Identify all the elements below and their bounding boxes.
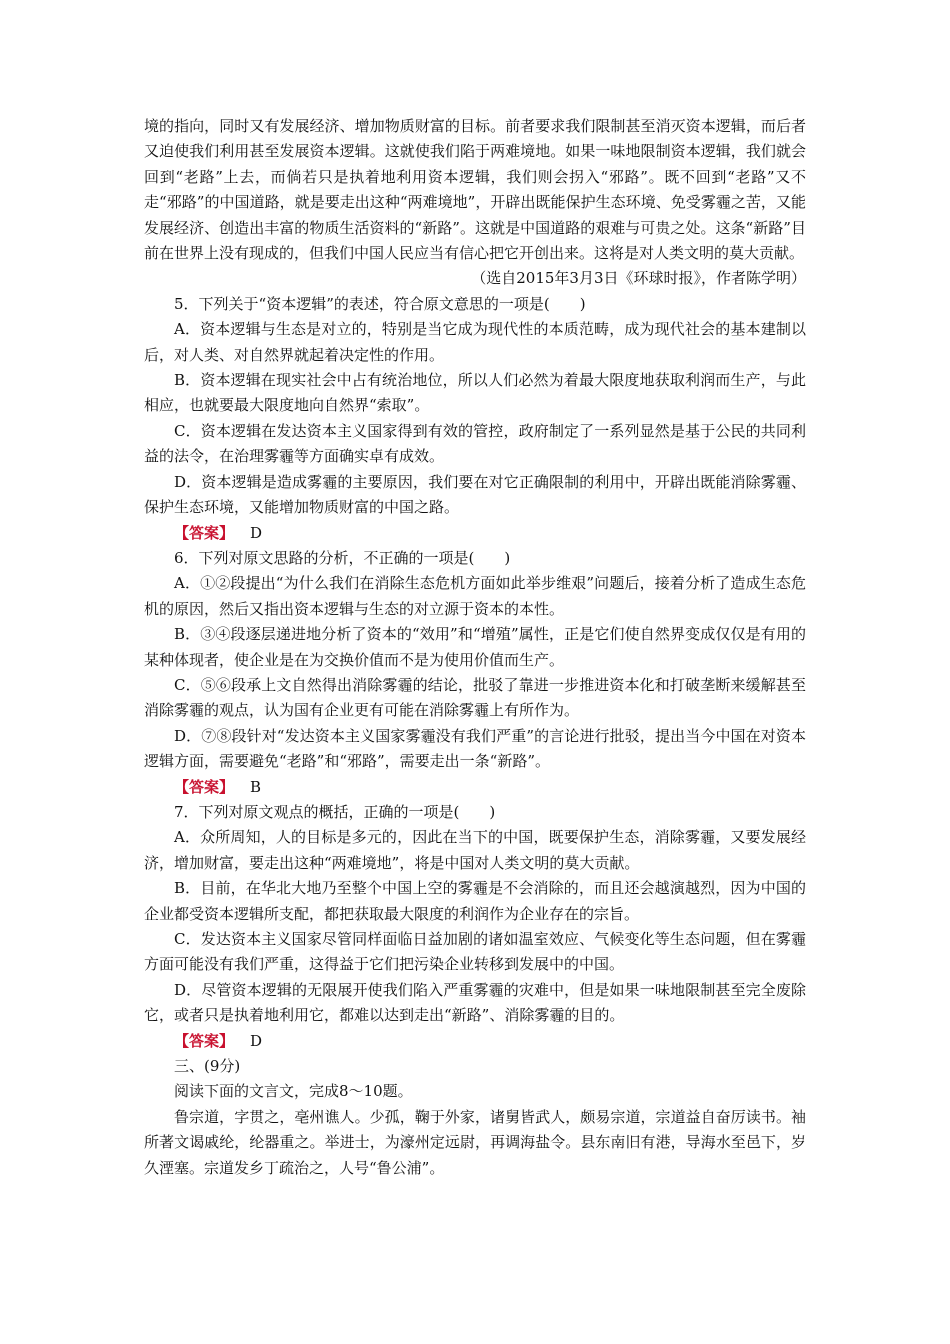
q5-option-a: A．资本逻辑与生态是对立的，特别是当它成为现代性的本质范畴，成为现代社会的基本建制以后，对人类、对自然界就起着决定性的作用。: [144, 320, 806, 364]
q5-option-c: C．资本逻辑在发达资本主义国家得到有效的管控，政府制定了一系列显然是基于公民的共同利益的法令，在治理雾霾等方面确实卓有成效。: [144, 421, 806, 466]
q5-answer: [144, 521, 806, 546]
q6-option-b: B．③④段逐层递进地分析了资本的“效用”和“增殖”属性，正是它们使自然界变成仅仅是有用的某种体现者，使企业是在为交换价值而不是为使用价值而生产。: [144, 625, 806, 669]
q5-answer-value: D: [250, 523, 263, 542]
q6-answer: [144, 775, 806, 800]
q5-option-d: D．资本逻辑是造成雾霾的主要原因，我们要在对它正确限制的利用中，开辟出既能消除雾霾、保护生态环境，又能增加物质财富的中国之路。: [144, 472, 806, 517]
q7-stem: 7．下列对原文观点的概括，正确的一项是( ): [174, 802, 496, 821]
q7-option-b: B．目前，在华北大地乃至整个中国上空的雾霾是不会消除的，而且还会越演越烈，因为中国的企业都受资本逻辑所支配，都把获取最大限度的利润作为企业存在的宗旨。: [144, 879, 806, 923]
answer-tag: 【答案】: [174, 1031, 235, 1050]
q5-option-b: B．资本逻辑在现实社会中占有统治地位，所以人们必然为着最大限度地获取利润而生产，与此相应，也就要最大限度地向自然界“索取”。: [144, 371, 806, 415]
answer-tag: 【答案】: [174, 777, 235, 796]
q7-option-a: A．众所周知，人的目标是多元的，因此在当下的中国，既要保护生态，消除雾霾，又要发展经济，增加财富，要走出这种“两难境地”，将是中国对人类文明的莫大贡献。: [144, 828, 806, 872]
passage-source: （选自2015年3月3日《环球时报》，作者陈学明）: [471, 269, 806, 288]
q6-option-c: C．⑤⑥段承上文自然得出消除雾霾的结论，批驳了靠进一步推进资本化和打破垄断来缓解甚至消除雾霾的观点，认为国有企业更有可能在消除雾霾上有所作为。: [144, 675, 806, 720]
passage-tail: 境的指向，同时又有发展经济、增加物质财富的目标。前者要求我们限制甚至消灭资本逻辑，而后者又迫使我们利用甚至发展资本逻辑。这就使我们陷于两难境地。如果一味地限制资本逻辑，我们就会回到“老路”上去，而倘若只是执着地利用资本逻辑，我们则会拐入“邪路”。既不回到“老路”又不走“邪路”的中国道路，就是要走出这种“两难境地”，开辟出既能保护生态环境、免受雾霾之苦，又能发展经济、创造出丰富的物质生活资料的“新路”。这就是中国道路的艰难与可贵之处。这条“新路”目前在世界上没有现成的，但我们中国人民应当有信心把它开创出来。这将是对人类文明的莫大贡献。: [144, 117, 806, 263]
q6-stem: 6．下列对原文思路的分析，不正确的一项是( ): [174, 548, 511, 567]
document-body: [144, 114, 806, 1181]
q6-option-a: A．①②段提出“为什么我们在消除生态危机方面如此举步维艰”问题后，接着分析了造成生态危机的原因，然后又指出资本逻辑与生态的对立源于资本的本性。: [144, 574, 806, 618]
q5-stem: 5．下列关于“资本逻辑”的表述，符合原文意思的一项是( ): [174, 294, 586, 313]
answer-tag: 【答案】: [174, 523, 235, 542]
q7-option-d: D．尽管资本逻辑的无限展开使我们陷入严重雾霾的灾难中，但是如果一味地限制甚至完全废除它，或者只是执着地利用它，都难以达到走出“新路”、消除雾霾的目的。: [144, 980, 806, 1025]
section3-instruction: 阅读下面的文言文，完成8～10题。: [174, 1082, 413, 1101]
q6-option-d: D．⑦⑧段针对“发达资本主义国家雾霾没有我们严重”的言论进行批驳，提出当今中国在对资本逻辑方面，需要避免“老路”和“邪路”，需要走出一条“新路”。: [144, 726, 806, 771]
q7-answer-value: D: [250, 1031, 263, 1050]
q7-answer: [144, 1029, 806, 1054]
q7-option-c: C．发达资本主义国家尽管同样面临日益加剧的诸如温室效应、气候变化等生态问题，但在雾霾方面可能没有我们严重，这得益于它们把污染企业转移到发展中的中国。: [144, 930, 806, 974]
section3-heading: 三、(9分): [174, 1057, 241, 1076]
q6-answer-value: B: [250, 777, 262, 796]
classical-text: 鲁宗道，字贯之，亳州谯人。少孤，鞠于外家，诸舅皆武人，颇易宗道，宗道益自奋厉读书。袖所著文谒戚纶，纶器重之。举进士，为濠州定远尉，再调海盐令。县东南旧有港，导海水至邑下，岁久湮塞。宗道发乡丁疏治之，人号“鲁公浦”。: [144, 1107, 806, 1177]
